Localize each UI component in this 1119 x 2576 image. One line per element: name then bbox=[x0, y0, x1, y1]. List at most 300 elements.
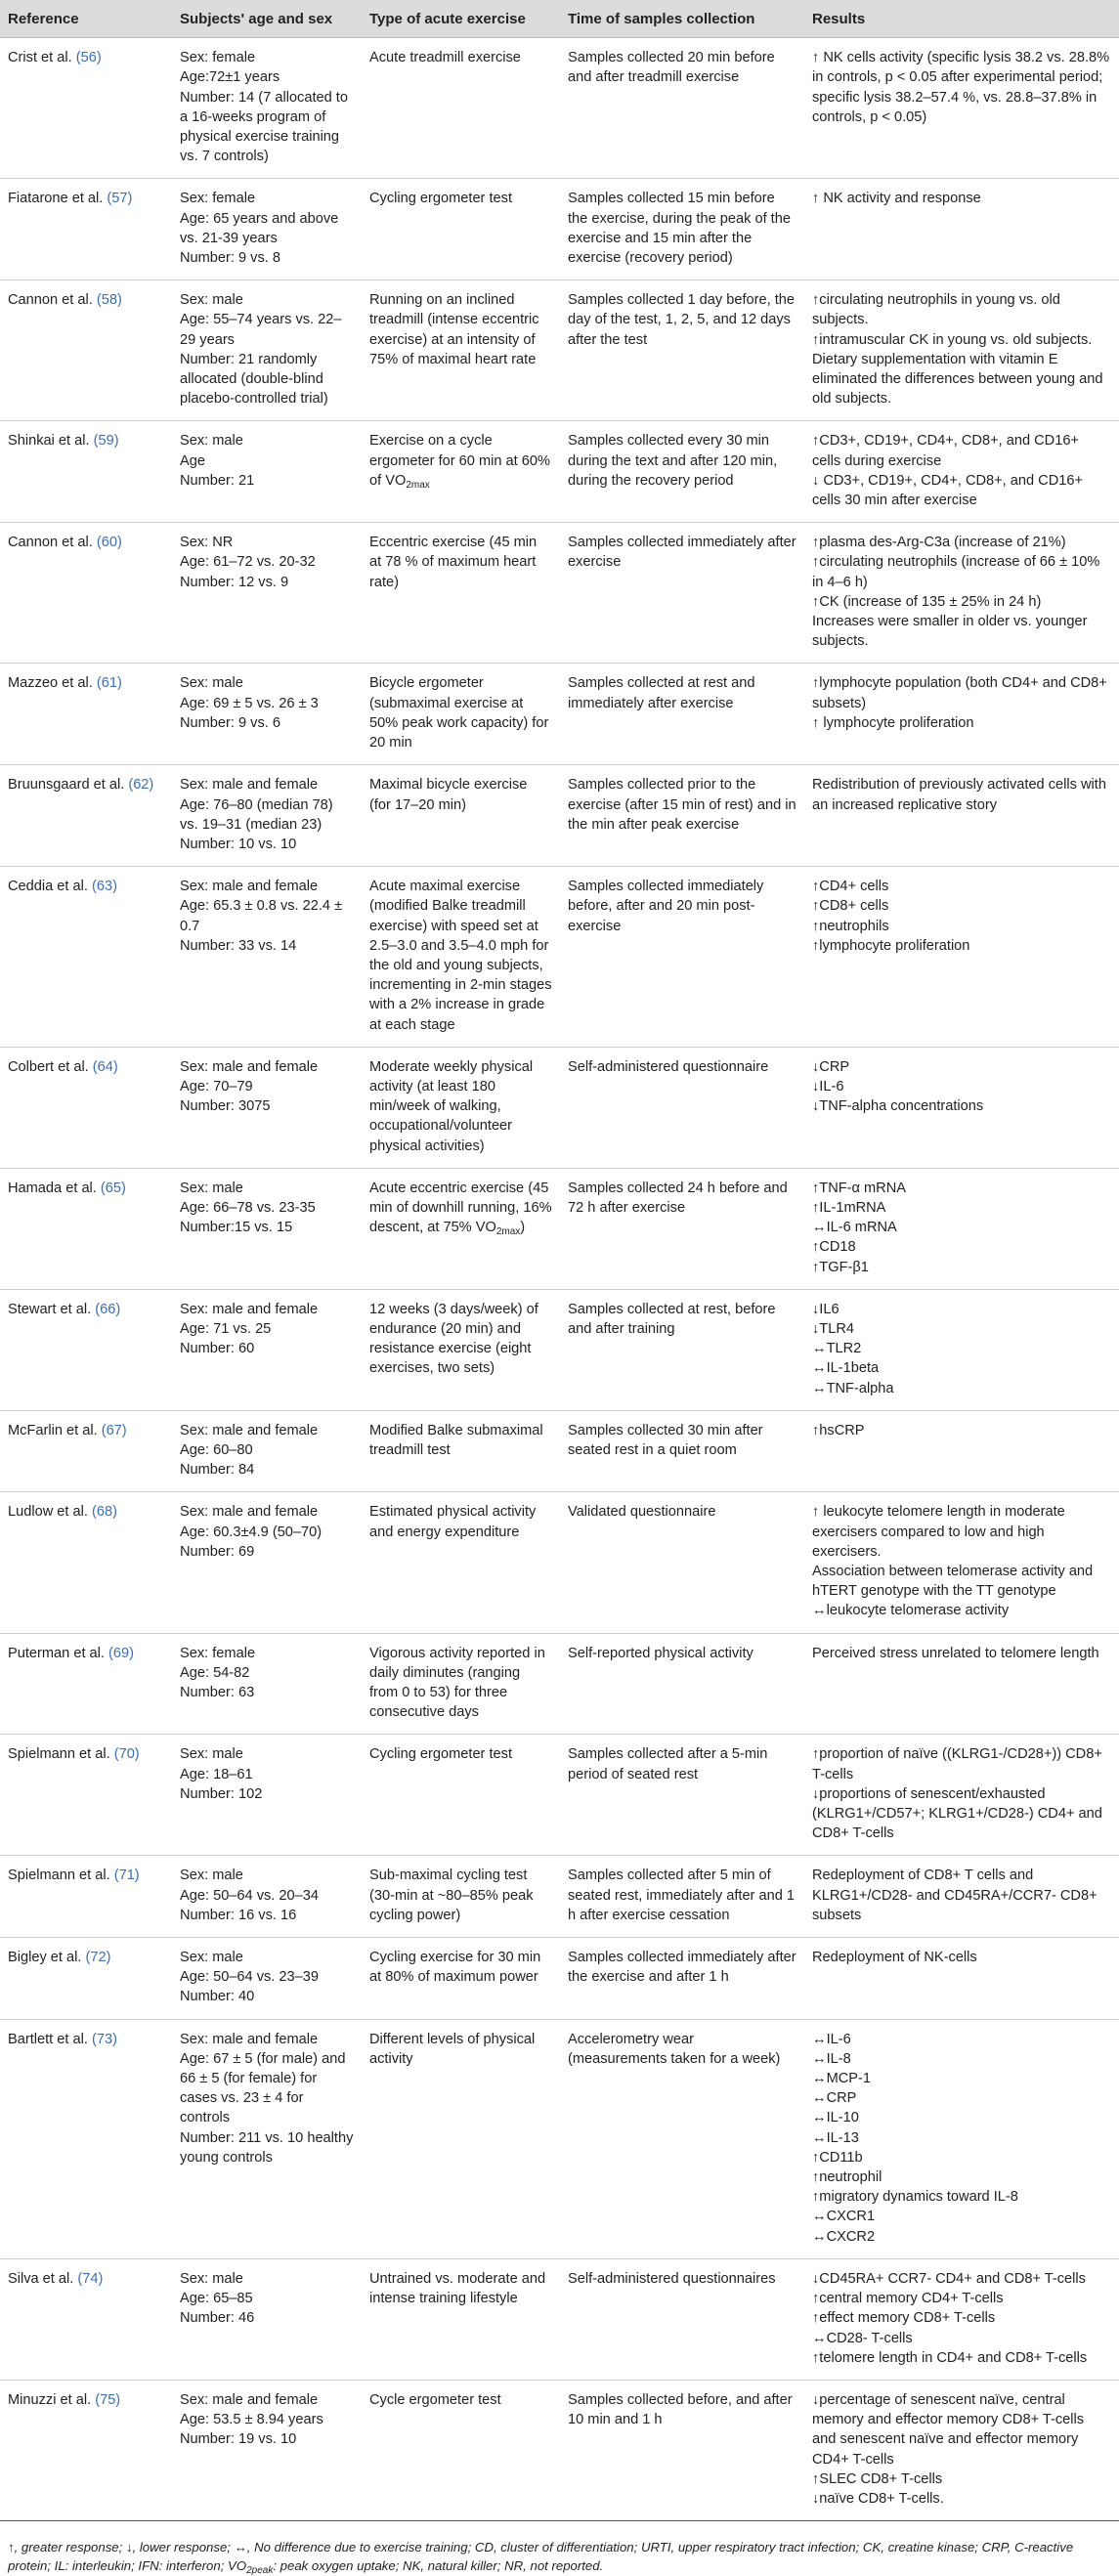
exercise-line: Untrained vs. moderate and intense training lifestyle bbox=[369, 2270, 546, 2307]
subjects-line: Age: 50–64 vs. 20–34 bbox=[180, 1887, 319, 1904]
results-cell bbox=[804, 2019, 1119, 2258]
subjects-line: Age: 76–80 (median 78) vs. 19–31 (median 23) bbox=[180, 796, 333, 833]
exercise-cell bbox=[362, 2258, 560, 2380]
time-cell bbox=[560, 38, 804, 179]
results-line: ↑ NK cells activity (specific lysis 38.2 vs. 28.8% in controls, p < 0.05 after experimental period; specific lysis 38.2–57.4 %, vs. 28.8–37.8% in controls, p < 0.05) bbox=[812, 50, 1110, 125]
exercise-line: Acute maximal exercise (modified Balke treadmill exercise) with speed set at 2.5–3.0 and 3.5–4.0 mph for the old and young subjects, incrementing in 2-min stages with a 2% increase in grade at each stage bbox=[369, 879, 552, 1033]
subjects-line: Age: 60.3±4.9 (50–70) bbox=[180, 1524, 323, 1540]
table-row bbox=[0, 1492, 1119, 1633]
results-line: ↑central memory CD4+ T-cells bbox=[812, 2291, 1004, 2307]
reference-number-link[interactable]: (56) bbox=[75, 50, 102, 66]
reference-cell bbox=[0, 867, 172, 1048]
subjects-line: Age: 60–80 bbox=[180, 1441, 253, 1458]
subjects-line: Age: 69 ± 5 vs. 26 ± 3 bbox=[180, 695, 319, 711]
results-line: ↔CXCR2 bbox=[812, 2228, 876, 2245]
results-line: ↓naïve CD8+ T-cells. bbox=[812, 2490, 944, 2507]
time-line: Samples collected at rest and immediately after exercise bbox=[568, 675, 755, 711]
subjects-cell bbox=[172, 1735, 362, 1856]
reference-cell bbox=[0, 280, 172, 421]
reference-number-link[interactable]: (72) bbox=[85, 1950, 111, 1966]
results-line: ↑ leukocyte telomere length in moderate exercisers compared to low and high exercisers. bbox=[812, 1504, 1065, 1560]
exercise-line: Cycling ergometer test bbox=[369, 191, 512, 207]
subjects-cell bbox=[172, 1492, 362, 1633]
exercise-line: Cycling ergometer test bbox=[369, 1746, 512, 1763]
reference-cell bbox=[0, 1047, 172, 1168]
results-line: ↔IL-13 bbox=[812, 2129, 859, 2146]
subjects-line: Sex: male bbox=[180, 2270, 243, 2287]
results-line: ↔IL-6 bbox=[812, 2031, 851, 2047]
subjects-cell bbox=[172, 1168, 362, 1289]
table-row bbox=[0, 1856, 1119, 1938]
results-line: ↑plasma des-Arg-C3a (increase of 21%) bbox=[812, 535, 1066, 551]
header-time: Time of samples collection bbox=[560, 0, 804, 38]
subjects-cell bbox=[172, 1633, 362, 1735]
results-line: ↑CD4+ cells bbox=[812, 879, 889, 895]
results-line: ↑hsCRP bbox=[812, 1422, 865, 1438]
time-line: Samples collected immediately after the exercise and after 1 h bbox=[568, 1950, 796, 1986]
time-cell bbox=[560, 1047, 804, 1168]
table-row bbox=[0, 1289, 1119, 1410]
header-reference: Reference bbox=[0, 0, 172, 38]
time-cell bbox=[560, 1856, 804, 1938]
subjects-line: Sex: male and female bbox=[180, 1422, 319, 1438]
results-line: ↔IL-8 bbox=[812, 2050, 851, 2067]
reference-number-link[interactable]: (71) bbox=[113, 1868, 140, 1884]
results-cell bbox=[804, 1735, 1119, 1856]
reference-author: Hamada et al. bbox=[8, 1180, 101, 1196]
exercise-cell bbox=[362, 1492, 560, 1633]
table-row bbox=[0, 765, 1119, 867]
results-line: ↑proportion of naïve ((KLRG1-/CD28+)) CD8+ T-cells bbox=[812, 1746, 1102, 1782]
header-results: Results bbox=[804, 0, 1119, 38]
table-row bbox=[0, 1938, 1119, 2020]
results-line: ↑CD18 bbox=[812, 1239, 856, 1256]
exercise-cell bbox=[362, 1047, 560, 1168]
results-line: ↓CD45RA+ CCR7- CD4+ and CD8+ T-cells bbox=[812, 2270, 1086, 2287]
time-cell bbox=[560, 421, 804, 523]
subjects-line: Sex: male bbox=[180, 675, 243, 692]
time-line: Samples collected after a 5-min period of seated rest bbox=[568, 1746, 768, 1782]
subjects-cell bbox=[172, 2258, 362, 2380]
reference-number-link[interactable]: (60) bbox=[96, 535, 122, 551]
subjects-cell bbox=[172, 1047, 362, 1168]
time-cell bbox=[560, 867, 804, 1048]
reference-author: Puterman et al. bbox=[8, 1645, 109, 1661]
table-row bbox=[0, 179, 1119, 280]
results-line: ↑TNF-α mRNA bbox=[812, 1180, 906, 1196]
reference-author: Fiatarone et al. bbox=[8, 191, 108, 207]
subjects-line: Number: 60 bbox=[180, 1341, 255, 1357]
table-row bbox=[0, 2258, 1119, 2380]
results-line: ↑intramuscular CK in young vs. old subjects. bbox=[812, 331, 1093, 348]
reference-number-link[interactable]: (58) bbox=[96, 292, 122, 309]
subjects-line: Age: 18–61 bbox=[180, 1766, 253, 1782]
results-line: ↓IL-6 bbox=[812, 1078, 844, 1095]
results-line: ↔leukocyte telomerase activity bbox=[812, 1603, 1010, 1619]
reference-author: Minuzzi et al. bbox=[8, 2391, 96, 2408]
subjects-line: Sex: male bbox=[180, 1868, 243, 1884]
exercise-cell bbox=[362, 421, 560, 523]
results-line: ↑circulating neutrophils in young vs. old subjects. bbox=[812, 292, 1060, 328]
reference-number-link[interactable]: (57) bbox=[107, 191, 133, 207]
time-cell bbox=[560, 1289, 804, 1410]
subjects-line: Sex: male and female bbox=[180, 1301, 319, 1317]
subjects-line: Number: 16 vs. 16 bbox=[180, 1907, 297, 1923]
results-line: ↑neutrophils bbox=[812, 918, 889, 934]
subjects-line: Number: 84 bbox=[180, 1462, 255, 1479]
reference-number-link[interactable]: (63) bbox=[92, 879, 117, 895]
reference-author: Ceddia et al. bbox=[8, 879, 92, 895]
exercise-cell bbox=[362, 280, 560, 421]
time-cell bbox=[560, 2258, 804, 2380]
results-line: ↓IL6 bbox=[812, 1301, 839, 1317]
subjects-line: Sex: male and female bbox=[180, 777, 319, 794]
table-row bbox=[0, 1047, 1119, 1168]
reference-author: Shinkai et al. bbox=[8, 433, 94, 450]
time-line: Samples collected every 30 min during the text and after 120 min, during the recovery period bbox=[568, 433, 778, 489]
subjects-line: Sex: male and female bbox=[180, 2031, 319, 2047]
reference-author: Bruunsgaard et al. bbox=[8, 777, 129, 794]
reference-cell bbox=[0, 179, 172, 280]
subjects-line: Sex: female bbox=[180, 191, 256, 207]
results-line: ↑CD3+, CD19+, CD4+, CD8+, and CD16+ cells during exercise bbox=[812, 433, 1079, 469]
time-line: Samples collected 15 min before the exercise, during the peak of the exercise and 15 min after the exercise (recovery period) bbox=[568, 191, 791, 267]
subjects-line: Number: 14 (7 allocated to a 16-weeks program of physical exercise training vs. 7 controls) bbox=[180, 89, 348, 165]
results-line: ↓TNF-alpha concentrations bbox=[812, 1098, 984, 1115]
exercise-cell bbox=[362, 1410, 560, 1492]
subjects-line: Age: 71 vs. 25 bbox=[180, 1320, 272, 1337]
exercise-cell bbox=[362, 664, 560, 765]
subjects-line: Number: 40 bbox=[180, 1989, 255, 2005]
time-cell bbox=[560, 523, 804, 664]
subjects-line: Age: 50–64 vs. 23–39 bbox=[180, 1969, 319, 1986]
results-cell bbox=[804, 1633, 1119, 1735]
results-cell bbox=[804, 1289, 1119, 1410]
table-row bbox=[0, 38, 1119, 179]
time-line: Accelerometry wear (measurements taken for a week) bbox=[568, 2031, 781, 2067]
results-line: ↓TLR4 bbox=[812, 1320, 854, 1337]
reference-author: Stewart et al. bbox=[8, 1301, 96, 1317]
results-cell bbox=[804, 867, 1119, 1048]
results-line: ↑lymphocyte proliferation bbox=[812, 937, 970, 954]
exercise-cell bbox=[362, 2380, 560, 2520]
results-line: Redeployment of NK-cells bbox=[812, 1950, 977, 1966]
exercise-cell bbox=[362, 765, 560, 867]
table-row bbox=[0, 2380, 1119, 2520]
table-row bbox=[0, 1633, 1119, 1735]
time-line: Samples collected immediately before, after and 20 min post-exercise bbox=[568, 879, 764, 934]
reference-cell bbox=[0, 1633, 172, 1735]
results-cell bbox=[804, 1410, 1119, 1492]
subjects-line: Sex: NR bbox=[180, 535, 234, 551]
exercise-line: Bicycle ergometer (submaximal exercise at 50% peak work capacity) for 20 min bbox=[369, 675, 549, 751]
reference-number-link[interactable]: (70) bbox=[113, 1746, 140, 1763]
reference-number-link[interactable]: (62) bbox=[128, 777, 154, 794]
time-line: Samples collected 30 min after seated rest in a quiet room bbox=[568, 1422, 763, 1458]
time-line: Self-administered questionnaires bbox=[568, 2270, 776, 2287]
results-cell bbox=[804, 664, 1119, 765]
exercise-cell bbox=[362, 867, 560, 1048]
subjects-cell bbox=[172, 2380, 362, 2520]
subjects-line: Number: 21 bbox=[180, 472, 255, 489]
subjects-line: Sex: male bbox=[180, 1950, 243, 1966]
subjects-line: Sex: male and female bbox=[180, 2391, 319, 2408]
header-subjects: Subjects' age and sex bbox=[172, 0, 362, 38]
subjects-line: Age: 67 ± 5 (for male) and 66 ± 5 (for female) for cases vs. 23 ± 4 for controls bbox=[180, 2050, 346, 2126]
subjects-line: Number: 3075 bbox=[180, 1098, 271, 1115]
reference-number-link[interactable]: (69) bbox=[108, 1645, 134, 1661]
results-line: ↓CRP bbox=[812, 1058, 850, 1075]
results-line: ↑SLEC CD8+ T-cells bbox=[812, 2470, 943, 2487]
reference-author: Spielmann et al. bbox=[8, 1868, 114, 1884]
results-line: ↑neutrophil bbox=[812, 2169, 882, 2186]
exercise-cell bbox=[362, 1735, 560, 1856]
subjects-line: Age bbox=[180, 452, 205, 469]
subjects-cell bbox=[172, 1410, 362, 1492]
subjects-line: Age: 70–79 bbox=[180, 1078, 253, 1095]
time-cell bbox=[560, 2019, 804, 2258]
table-row bbox=[0, 867, 1119, 1048]
reference-cell bbox=[0, 765, 172, 867]
subjects-cell bbox=[172, 2019, 362, 2258]
exercise-line: Exercise on a cycle ergometer for 60 min at 60% of $VO_{2max}$ bbox=[369, 433, 550, 491]
subjects-cell bbox=[172, 523, 362, 664]
reference-number-link[interactable]: (61) bbox=[96, 675, 122, 692]
time-line: Validated questionnaire bbox=[568, 1504, 716, 1521]
reference-author: Crist et al. bbox=[8, 50, 76, 66]
exercise-line: Sub-maximal cycling test (30-min at ~80–85% peak cycling power) bbox=[369, 1868, 534, 1923]
exercise-line: Eccentric exercise (45 min at 78 % of maximum heart rate) bbox=[369, 535, 538, 590]
exercise-line: Modified Balke submaximal treadmill test bbox=[369, 1422, 543, 1458]
reference-author: Cannon et al. bbox=[8, 292, 97, 309]
reference-cell bbox=[0, 523, 172, 664]
time-line: Self-reported physical activity bbox=[568, 1645, 753, 1661]
subjects-line: Age: 65 years and above vs. 21-39 years bbox=[180, 210, 339, 246]
results-line: ↑ NK activity and response bbox=[812, 191, 981, 207]
table-row bbox=[0, 2019, 1119, 2258]
results-line: ↑IL-1mRNA bbox=[812, 1199, 886, 1216]
subjects-line: Number: 12 vs. 9 bbox=[180, 574, 289, 590]
reference-author: Cannon et al. bbox=[8, 535, 97, 551]
exercise-line: Cycling exercise for 30 min at 80% of maximum power bbox=[369, 1950, 541, 1986]
time-line: Self-administered questionnaire bbox=[568, 1058, 769, 1075]
table-row bbox=[0, 1168, 1119, 1289]
table-row bbox=[0, 280, 1119, 421]
results-line: ↔IL-1beta bbox=[812, 1360, 880, 1377]
exercise-line: Acute treadmill exercise bbox=[369, 50, 521, 66]
subjects-line: Sex: male and female bbox=[180, 879, 319, 895]
exercise-line: Cycle ergometer test bbox=[369, 2391, 501, 2408]
subjects-line: Age: 53.5 ± 8.94 years bbox=[180, 2412, 323, 2428]
subjects-line: Age: 65.3 ± 0.8 vs. 22.4 ± 0.7 bbox=[180, 898, 343, 934]
time-line: Samples collected after 5 min of seated rest, immediately after and 1 h after exercise cessation bbox=[568, 1868, 795, 1923]
subjects-line: Sex: male and female bbox=[180, 1504, 319, 1521]
results-line: Redistribution of previously activated cells with an increased replicative story bbox=[812, 777, 1106, 813]
reference-author: McFarlin et al. bbox=[8, 1422, 102, 1438]
exercise-cell bbox=[362, 179, 560, 280]
table-row bbox=[0, 1735, 1119, 1856]
reference-author: Ludlow et al. bbox=[8, 1504, 92, 1521]
reference-author: Bigley et al. bbox=[8, 1950, 86, 1966]
time-line: Samples collected 1 day before, the day of the test, 1, 2, 5, and 12 days after the test bbox=[568, 292, 796, 348]
time-line: Samples collected prior to the exercise (after 15 min of rest) and in the min after peak exercise bbox=[568, 777, 796, 833]
reference-number-link[interactable]: (64) bbox=[92, 1058, 118, 1075]
results-line: ↑TGF-β1 bbox=[812, 1259, 869, 1275]
results-cell bbox=[804, 765, 1119, 867]
time-line: Samples collected before, and after 10 min and 1 h bbox=[568, 2391, 793, 2428]
results-line: Perceived stress unrelated to telomere length bbox=[812, 1645, 1099, 1661]
results-cell bbox=[804, 1168, 1119, 1289]
reference-cell bbox=[0, 1168, 172, 1289]
time-cell bbox=[560, 1410, 804, 1492]
subjects-line: Sex: male bbox=[180, 433, 243, 450]
results-line: Dietary supplementation with vitamin E eliminated the differences between young and old subjects. bbox=[812, 351, 1103, 408]
subjects-line: Sex: female bbox=[180, 1645, 256, 1661]
reference-cell bbox=[0, 38, 172, 179]
results-line: ↓percentage of senescent naïve, central memory and effector memory CD8+ T-cells and senescent naïve and effector memory CD4+ T-cells bbox=[812, 2391, 1085, 2468]
results-line: ↓proportions of senescent/exhausted (KLRG1+/CD57+; KLRG1+/CD28-) CD4+ and CD8+ T-cells bbox=[812, 1785, 1102, 1842]
subjects-line: Number: 211 vs. 10 healthy young controls bbox=[180, 2129, 354, 2166]
time-line: Samples collected at rest, before and after training bbox=[568, 1301, 776, 1337]
time-cell bbox=[560, 1168, 804, 1289]
reference-cell bbox=[0, 421, 172, 523]
time-line: Samples collected 24 h before and 72 h after exercise bbox=[568, 1180, 788, 1216]
table-body bbox=[0, 38, 1119, 2521]
reference-cell bbox=[0, 1410, 172, 1492]
results-line: ↓ CD3+, CD19+, CD4+, CD8+, and CD16+ cells 30 min after exercise bbox=[812, 472, 1084, 509]
table-header-row bbox=[0, 0, 1119, 38]
reference-author: Bartlett et al. bbox=[8, 2031, 92, 2047]
exercise-line: Estimated physical activity and energy expenditure bbox=[369, 1504, 537, 1540]
reference-number-link[interactable]: (65) bbox=[100, 1180, 126, 1196]
reference-number-link[interactable]: (59) bbox=[93, 433, 119, 450]
results-line: ↑lymphocyte population (both CD4+ and CD8+ subsets) bbox=[812, 675, 1107, 711]
subjects-line: Sex: male and female bbox=[180, 1058, 319, 1075]
reference-number-link[interactable]: (66) bbox=[95, 1301, 121, 1317]
reference-author: Silva et al. bbox=[8, 2270, 78, 2287]
results-line: ↑CD11b bbox=[812, 2149, 863, 2166]
subjects-line: Age:72±1 years bbox=[180, 69, 280, 86]
table-row bbox=[0, 421, 1119, 523]
reference-cell bbox=[0, 2019, 172, 2258]
time-cell bbox=[560, 2380, 804, 2520]
exercise-line: Running on an inclined treadmill (intense eccentric exercise) at an intensity of 75% of maximal heart rate bbox=[369, 292, 539, 367]
subjects-line: Age: 66–78 vs. 23-35 bbox=[180, 1199, 316, 1216]
exercise-line: 12 weeks (3 days/week) of endurance (20 min) and resistance exercise (eight exercises, two sets) bbox=[369, 1301, 538, 1377]
subjects-line: Age: 61–72 vs. 20-32 bbox=[180, 554, 316, 571]
subjects-cell bbox=[172, 421, 362, 523]
subjects-cell bbox=[172, 38, 362, 179]
exercise-cell bbox=[362, 1168, 560, 1289]
results-cell bbox=[804, 421, 1119, 523]
table-row bbox=[0, 1410, 1119, 1492]
table-row bbox=[0, 523, 1119, 664]
subjects-cell bbox=[172, 1289, 362, 1410]
results-line: ↑telomere length in CD4+ and CD8+ T-cells bbox=[812, 2349, 1088, 2366]
subjects-line: Number: 9 vs. 8 bbox=[180, 250, 281, 267]
subjects-line: Age: 65–85 bbox=[180, 2291, 253, 2307]
results-line: Redeployment of CD8+ T cells and KLRG1+/CD28- and CD45RA+/CCR7- CD8+ subsets bbox=[812, 1868, 1097, 1923]
reference-number-link[interactable]: (73) bbox=[91, 2031, 117, 2047]
reference-number-link[interactable]: (67) bbox=[101, 1422, 127, 1438]
time-line: Samples collected 20 min before and after treadmill exercise bbox=[568, 50, 775, 86]
time-cell bbox=[560, 1633, 804, 1735]
results-cell bbox=[804, 38, 1119, 179]
reference-cell bbox=[0, 2380, 172, 2520]
table-footnote: ↑, greater response; ↓, lower response; ↔, No difference due to exercise training; CD, cluster of differentiation; URTI, upper respiratory tract infection; CK, creatine kinase; CRP, C-reactive protein; IL: interleukin; IFN: interferon; $VO_{2peak}$: peak oxygen uptake; NK, natural killer; NR, not reported. bbox=[8, 2540, 1074, 2576]
results-line: ↔TLR2 bbox=[812, 1341, 862, 1357]
time-cell bbox=[560, 1938, 804, 2020]
subjects-line: Number: 19 vs. 10 bbox=[180, 2431, 297, 2448]
time-cell bbox=[560, 280, 804, 421]
table-row bbox=[0, 664, 1119, 765]
exercise-cell bbox=[362, 2019, 560, 2258]
time-cell bbox=[560, 179, 804, 280]
results-cell bbox=[804, 1856, 1119, 1938]
subjects-line: Age: 55–74 years vs. 22–29 years bbox=[180, 312, 342, 348]
time-cell bbox=[560, 1492, 804, 1633]
results-cell bbox=[804, 280, 1119, 421]
subjects-line: Number: 9 vs. 6 bbox=[180, 714, 281, 731]
reference-cell bbox=[0, 664, 172, 765]
results-line: ↑circulating neutrophils (increase of 66 ± 10% in 4–6 h) bbox=[812, 554, 1100, 590]
time-line: Samples collected immediately after exercise bbox=[568, 535, 796, 571]
time-cell bbox=[560, 765, 804, 867]
subjects-line: Sex: male bbox=[180, 292, 243, 309]
exercise-line: Vigorous activity reported in daily diminutes (ranging from 0 to 53) for three consecutive days bbox=[369, 1645, 545, 1721]
results-line: ↔MCP-1 bbox=[812, 2071, 871, 2087]
exercise-cell bbox=[362, 1856, 560, 1938]
subjects-cell bbox=[172, 664, 362, 765]
results-cell bbox=[804, 2380, 1119, 2520]
header-exercise: Type of acute exercise bbox=[362, 0, 560, 38]
reference-author: Colbert et al. bbox=[8, 1058, 93, 1075]
subjects-line: Number: 46 bbox=[180, 2310, 255, 2327]
reference-cell bbox=[0, 1856, 172, 1938]
reference-cell bbox=[0, 1735, 172, 1856]
results-line: ↔TNF-alpha bbox=[812, 1380, 894, 1396]
results-line: ↑CD8+ cells bbox=[812, 898, 889, 915]
results-line: ↑effect memory CD8+ T-cells bbox=[812, 2310, 996, 2327]
reference-cell bbox=[0, 1289, 172, 1410]
subjects-line: Sex: male bbox=[180, 1180, 243, 1196]
reference-cell bbox=[0, 1938, 172, 2020]
reference-number-link[interactable]: (68) bbox=[92, 1504, 117, 1521]
subjects-line: Sex: female bbox=[180, 50, 256, 66]
subjects-line: Age: 54-82 bbox=[180, 1664, 250, 1681]
exercise-line: Different levels of physical activity bbox=[369, 2031, 536, 2067]
reference-cell bbox=[0, 2258, 172, 2380]
results-cell bbox=[804, 523, 1119, 664]
results-line: ↔CD28- T-cells bbox=[812, 2330, 913, 2346]
reference-number-link[interactable]: (74) bbox=[77, 2270, 104, 2287]
subjects-line: Sex: male bbox=[180, 1746, 243, 1763]
reference-author: Mazzeo et al. bbox=[8, 675, 97, 692]
results-line: ↑ lymphocyte proliferation bbox=[812, 714, 974, 731]
results-line: ↔IL-10 bbox=[812, 2110, 859, 2126]
results-line: ↑CK (increase of 135 ± 25% in 24 h) bbox=[812, 593, 1042, 610]
results-line: Increases were smaller in older vs. younger subjects. bbox=[812, 614, 1088, 650]
subjects-cell bbox=[172, 765, 362, 867]
results-line: ↔IL-6 mRNA bbox=[812, 1220, 897, 1236]
reference-number-link[interactable]: (75) bbox=[95, 2391, 121, 2408]
time-cell bbox=[560, 1735, 804, 1856]
subjects-line: Number: 69 bbox=[180, 1543, 255, 1560]
results-line: ↔CXCR1 bbox=[812, 2209, 876, 2225]
time-cell bbox=[560, 664, 804, 765]
results-line: ↔CRP bbox=[812, 2090, 857, 2107]
reference-author: Spielmann et al. bbox=[8, 1746, 114, 1763]
